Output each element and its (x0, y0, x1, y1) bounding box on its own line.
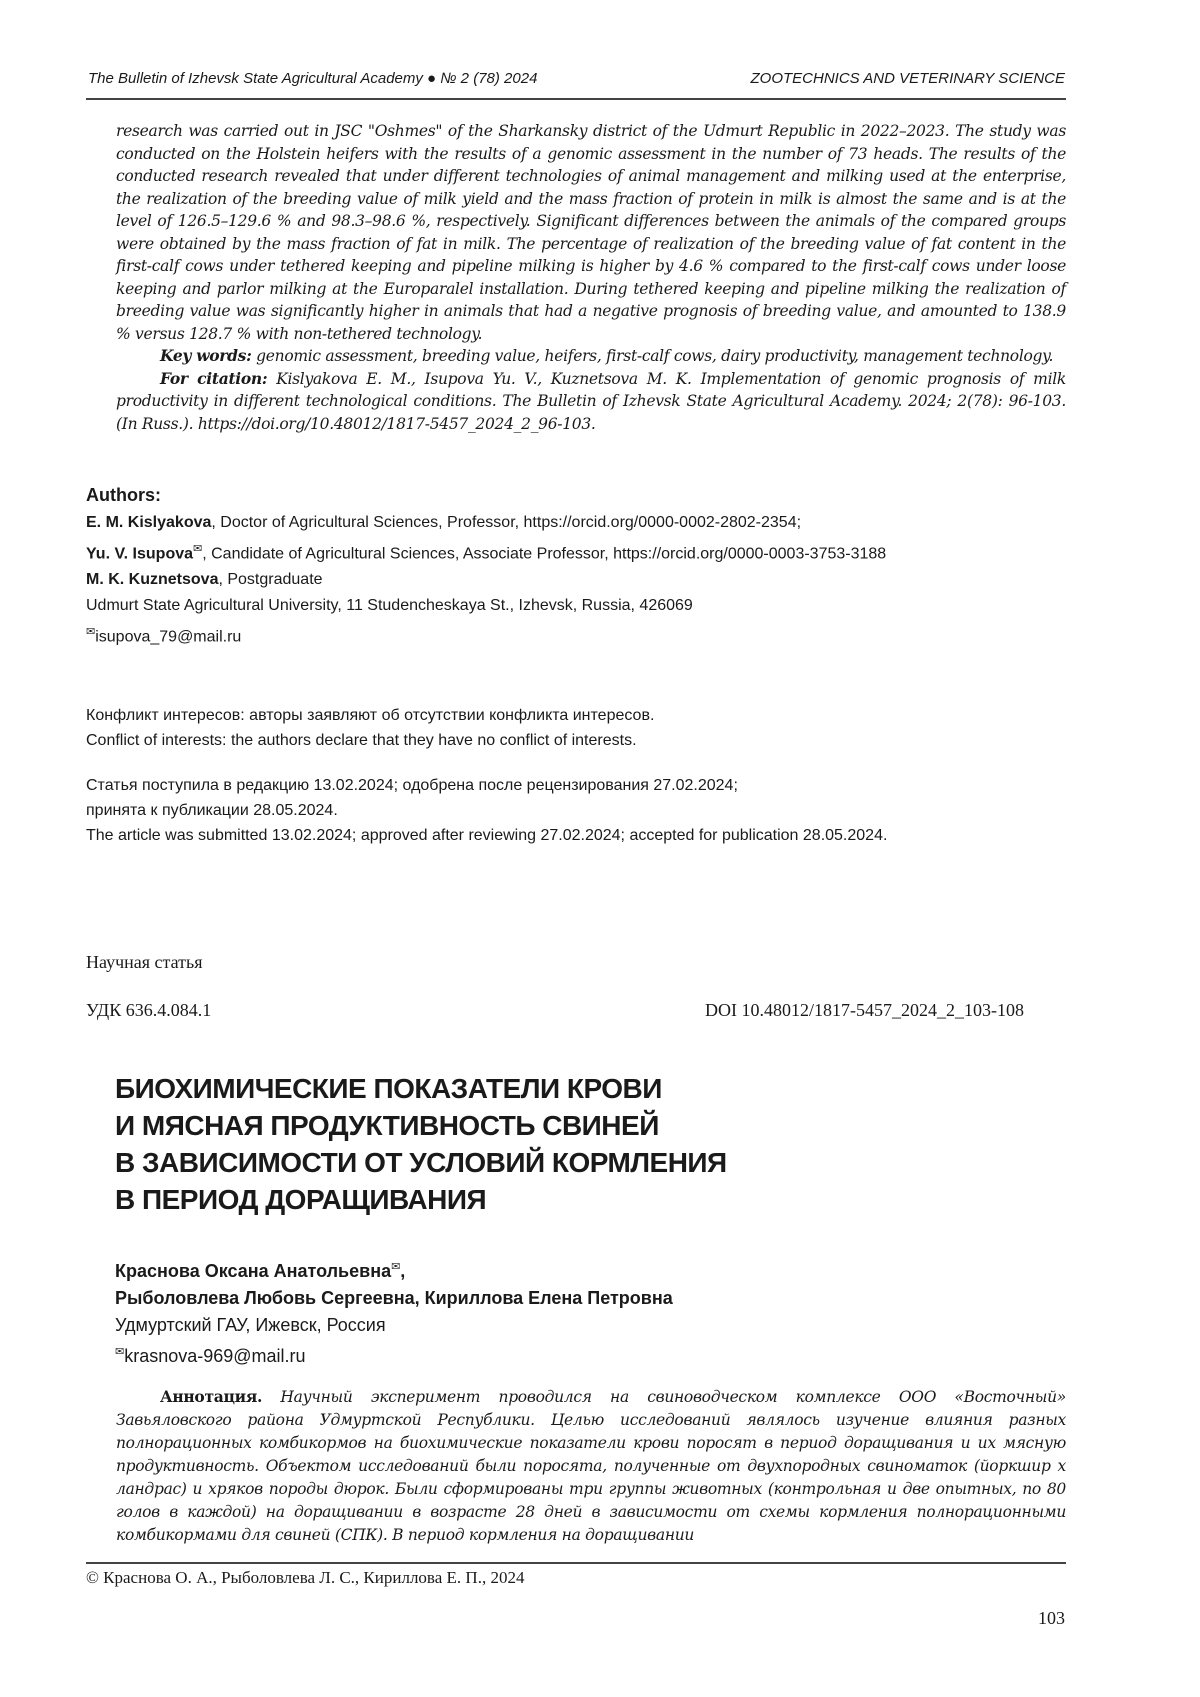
author-name: Yu. V. Isupova (86, 545, 193, 562)
email-link[interactable]: isupova_79@mail.ru (95, 629, 241, 646)
footnote-divider (86, 1562, 1066, 1564)
header-divider (86, 98, 1066, 100)
annotation (116, 1385, 1066, 1547)
copyright: © Краснова О. А., Рыболовлева Л. С., Кириллова Е. П., 2024 (86, 1568, 524, 1588)
keywords (116, 345, 1066, 368)
citation (116, 368, 1066, 436)
title-line: И МЯСНАЯ ПРОДУКТИВНОСТЬ СВИНЕЙ (115, 1107, 727, 1144)
conflict-statement (86, 703, 654, 753)
author-info: , Postgraduate (218, 571, 322, 588)
article-authors (115, 1254, 673, 1370)
annotation-label: Аннотация. (160, 1387, 262, 1406)
previous-abstract (116, 120, 1066, 435)
author-info: , Doctor of Agricultural Sciences, Professor, https://orcid.org/0000-0002-2802-2354; (211, 514, 801, 531)
abstract-tail: research was carried out in JSC "Oshmes" of the Sharkansky district of the Udmurt Republic in 2022–2023. The study was conducted on the Holstein heifers with the results of a genomic assessment in the number of 73 heads. The results of the conducted research revealed that under different technologies of animal management and milking used at the enterprise, the realization of the breeding value of milk yield and the mass fraction of protein in milk is almost the same and is at the level of 126.5–129.6 % and 98.3–98.6 %, respectively. Significant differences between the animals of the compared groups were obtained by the mass fraction of fat in milk. The percentage of realization of the breeding value of fat content in the first-calf cows under tethered keeping and pipeline milking is higher by 4.6 % compared to the first-calf cows under loose keeping and parlor milking at the Europaralel installation. During tethered keeping and pipeline milking the realization of breeding value was significantly higher in animals that had a negative prognosis of breeding value, and amounted to 138.9 % versus 128.7 % with non-tethered technology. (116, 120, 1066, 345)
section-header: ZOOTECHNICS AND VETERINARY SCIENCE (751, 70, 1066, 87)
affiliation: Удмуртский ГАУ, Ижевск, Россия (115, 1312, 673, 1339)
title-line: В ПЕРИОД ДОРАЩИВАНИЯ (115, 1181, 727, 1218)
author-name: Краснова Оксана Анатольевна (115, 1261, 391, 1281)
title-line: В ЗАВИСИМОСТИ ОТ УСЛОВИЙ КОРМЛЕНИЯ (115, 1144, 727, 1181)
conflict-en: Conflict of interests: the authors declare that they have no conflict of interests. (86, 728, 654, 753)
article-type: Научная статья (86, 952, 202, 973)
keywords-text: genomic assessment, breeding value, heifers, first-calf cows, dairy productivity, management technology. (252, 347, 1054, 365)
article-dates (86, 773, 887, 848)
mail-icon: ✉ (391, 1261, 400, 1273)
udk-code: УДК 636.4.084.1 (86, 1000, 211, 1021)
page-number: 103 (1038, 1608, 1065, 1629)
author-line: Рыболовлева Любовь Сергеевна, Кириллова Елена Петровна (115, 1285, 673, 1312)
title-line: БИОХИМИЧЕСКИЕ ПОКАЗАТЕЛИ КРОВИ (115, 1070, 727, 1107)
author-info: , Candidate of Agricultural Sciences, Associate Professor, https://orcid.org/0000-0003-3753-3188 (202, 545, 886, 562)
author-name: M. K. Kuznetsova (86, 571, 218, 588)
doi: DOI 10.48012/1817-5457_2024_2_103-108 (705, 1000, 1024, 1021)
journal-header: The Bulletin of Izhevsk State Agricultural Academy ● № 2 (78) 2024 (88, 70, 537, 87)
author-line (86, 567, 1086, 593)
mail-icon: ✉ (86, 626, 95, 638)
contact-email (86, 619, 1086, 650)
citation-text: Kislyakova E. M., Isupova Yu. V., Kuznetsova M. K. Implementation of genomic prognosis of milk productivity in different technological conditions. The Bulletin of Izhevsk State Agricultural Academy. 2024; 2(78): 96-103. (In Russ.). https://doi.org/10.48012/1817-5457_2024_2_96-103. (116, 370, 1066, 433)
authors-block (86, 482, 1086, 651)
authors-heading: Authors: (86, 482, 1086, 508)
author-name: E. M. Kislyakova (86, 514, 211, 531)
mail-icon: ✉ (193, 543, 202, 555)
citation-label: For citation: (160, 369, 267, 388)
annotation-text: Научный эксперимент проводился на свиноводческом комплексе ООО «Восточный» Завьяловского района Удмуртской Республики. Целью исследований являлось изучение влияния разных полнорационных комбикормов на биохимические показатели крови поросят в период доращивания и их мясную продуктивность. Объектом исследований были поросята, полученные от двухпородных свиноматок (йоркшир х ландрас) и хряков породы дюрок. Были сформированы три группы животных (контрольная и две опытных, по 80 голов в каждой) на доращивании в возрасте 28 дней в зависимости от схемы кормления полнорационными комбикормами для свиней (СПК). В период кормления на доращивании (116, 1388, 1066, 1544)
author-line (115, 1254, 673, 1285)
dates-ru-1: Статья поступила в редакцию 13.02.2024; одобрена после рецензирования 27.02.2024; (86, 773, 887, 798)
affiliation: Udmurt State Agricultural University, 11 Studencheskaya St., Izhevsk, Russia, 426069 (86, 593, 1086, 619)
author-line (86, 510, 1086, 536)
comma: , (400, 1261, 405, 1281)
conflict-ru: Конфликт интересов: авторы заявляют об отсутствии конфликта интересов. (86, 703, 654, 728)
mail-icon: ✉ (115, 1346, 124, 1358)
contact-email (115, 1339, 673, 1370)
dates-en: The article was submitted 13.02.2024; approved after reviewing 27.02.2024; accepted for publication 28.05.2024. (86, 823, 887, 848)
keywords-label: Key words: (160, 346, 252, 365)
article-title (115, 1070, 727, 1218)
dates-ru-2: принята к публикации 28.05.2024. (86, 798, 887, 823)
email-link[interactable]: krasnova-969@mail.ru (124, 1346, 305, 1366)
author-line (86, 536, 1086, 567)
